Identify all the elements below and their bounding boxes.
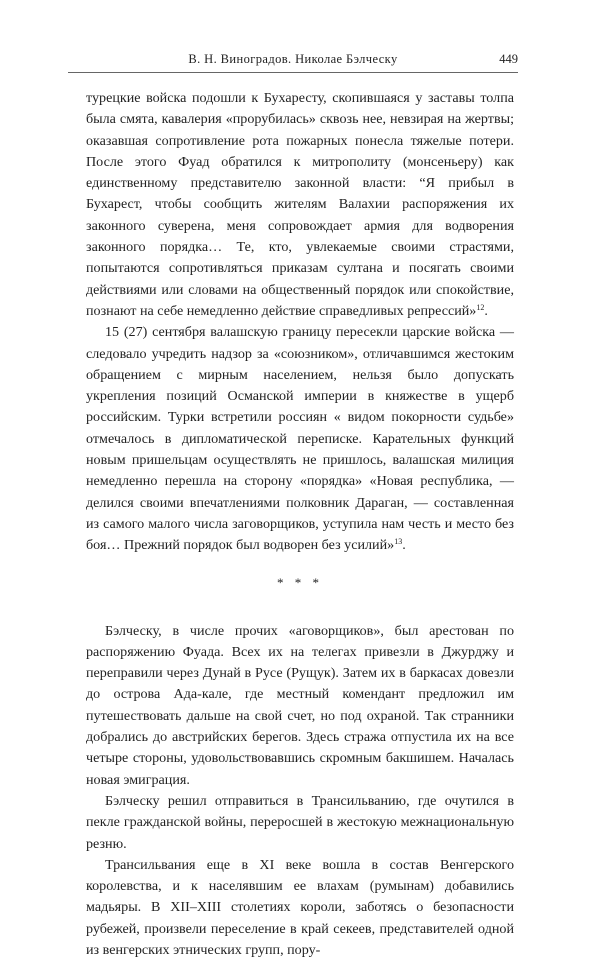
paragraph-1 (86, 88, 514, 322)
page-number: 449 (499, 52, 518, 66)
footnote-ref-12: 12 (476, 302, 485, 312)
paragraph-1-tail: . (484, 302, 488, 319)
paragraph-2-text: 15 (27) сентября валашскую границу пересекли царские войска — следовало учредить надзор за «союзником», отличавшимся жестоким обращением с мирным населением, нельзя было допускать укрепления позиций Османской империи в княжестве в ущерб российским. Турки встретили россиян « видом покорности судьбе» отмечалось в дипломатической переписке. Карательных функций новым пришельцам осуществлять не пришлось, валашская милиция немедленно перешла на сторону «порядка» «Новая республика, — делился своими впечатлениями полковник Дараган, — составленная из самого малого числа заговорщиков, уступила нам честь и место без боя… Прежний порядок был водворен без усилий» (86, 324, 514, 554)
section-separator: * * * (277, 574, 323, 590)
body-text (86, 88, 514, 961)
paragraph-3: Бэлческу, в числе прочих «аговорщиков», был арестован по распоряжению Фуада. Всех их на телегах привезли в Джурджу и переправили через Дунай в Русе (Рущук). Затем их в баркасах довезли до острова Ада-кале, где местный комендант предложил им путешествовать дальше на свой счет, но под охраной. Так странники добрались до австрийских берегов. Здесь стража отпустила их на все четыре стороны, удовольствовавшись скромным бакшишем. Началась новая эмиграция. (86, 622, 514, 788)
footnote-ref-13: 13 (394, 537, 403, 547)
paragraph-2 (86, 322, 514, 556)
running-head: В. Н. Виноградов. Николае Бэлческу (188, 52, 398, 66)
page-header (68, 48, 518, 73)
paragraph-4: Бэлческу решил отправиться в Трансильванию, где очутился в пекле гражданской войны, переросшей в жестокую межнациональную резню. (86, 792, 514, 852)
paragraph-2-tail: . (402, 537, 406, 554)
paragraph-5: Трансильвания еще в XI веке вошла в состав Венгерского королевства, и к населявшим ее влахам (румынам) добавились мадьяры. В XII–XIII столетиях короли, заботясь о безопасности рубежей, произвели переселение в край секеев, представителей одной из венгерских этнических групп, пору- (86, 856, 514, 958)
paragraph-1-text: турецкие войска подошли к Бухаресту, скопившаяся у заставы толпа была смята, кавалерия «прорубилась» сквозь нее, невзирая на жертвы; оказавшая сопротивление рота пожарных понесла тяжелые потери. После этого Фуад обратился к митрополиту (монсеньеру) как единственному представителю законной власти: “Я прибыл в Бухарест, чтобы сообщить жителям Валахии распоряжения их законного суверена, меня сопровождает армия для водворения законного порядка… Те, кто, увлекаемые своими страстями, попытаются сопротивляться приказам султана и посягать своими действиями или словами на общественный порядок или спокойствие, познают на себе немедленно действие справедливых репрессий» (86, 90, 514, 319)
